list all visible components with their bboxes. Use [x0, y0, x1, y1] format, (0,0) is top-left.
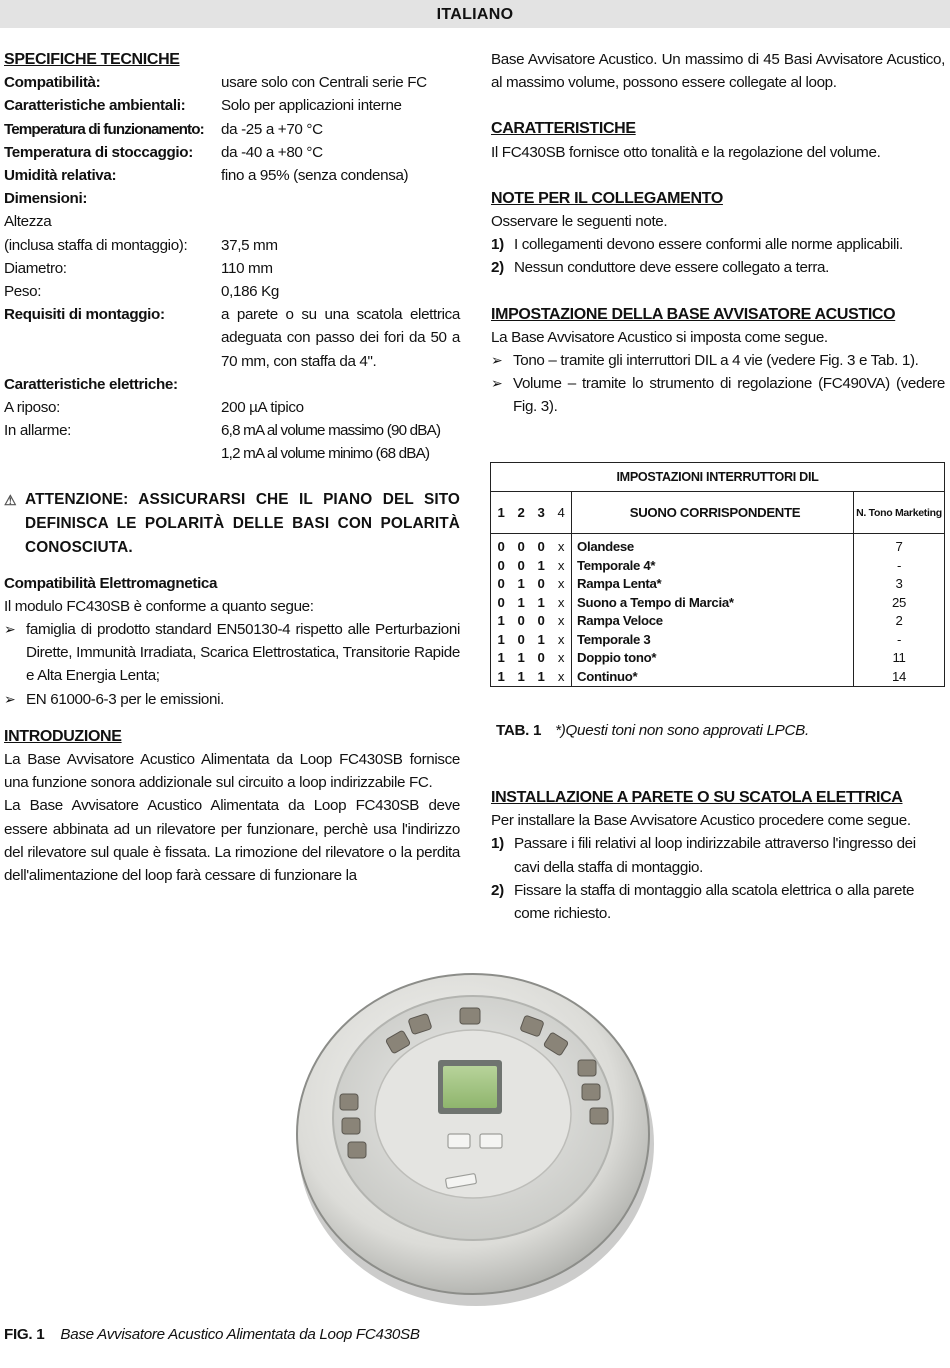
dil-sound-name: Rampa Veloce	[572, 612, 854, 631]
dil-sound-name: Rampa Lenta*	[572, 575, 854, 594]
install-title: INSTALLAZIONE A PARETE O SU SCATOLA ELETTRICA	[491, 789, 903, 806]
dil-table-row	[491, 668, 945, 687]
spec-label: Altezza	[4, 213, 52, 231]
wiring-note: 2) Nessun conduttore deve essere collegato a terra.	[491, 259, 829, 277]
spec-label: Dimensioni:	[4, 190, 88, 208]
spec-row	[4, 118, 460, 141]
dil-table-row	[491, 575, 945, 594]
dil-switch-value: x	[551, 649, 572, 668]
spec-row	[4, 442, 460, 465]
dil-table-row	[491, 594, 945, 613]
spec-value: 0,186 Kg	[221, 283, 280, 301]
emc-item: ➢ famiglia di prodotto standard EN50130-4 rispetto alle Perturbazioni Dirette, Immunità Irradiata, Scarica Elettrostatica, Transitorie Rapide e Alta Energia Lenta;	[4, 618, 460, 688]
spec-row	[4, 396, 460, 419]
dil-switch-value: 1	[537, 594, 545, 610]
dil-switch-value: 0	[537, 539, 545, 555]
setup-intro: La Base Avvisatore Acustico si imposta come segue.	[491, 328, 828, 346]
table-caption-text: *)Questi toni non sono approvati LPCB.	[555, 722, 809, 739]
features-title: CARATTERISTICHE	[491, 120, 636, 138]
intro-title: INTRODUZIONE	[4, 727, 122, 745]
dil-switch-value: 0	[537, 613, 545, 629]
spec-value	[221, 210, 460, 233]
wiring-note: 1) I collegamenti devono essere conformi alle norme applicabili.	[491, 236, 903, 254]
dil-switch-value: 0	[517, 631, 525, 647]
emc-item: ➢ EN 61000-6-3 per le emissioni.	[4, 688, 460, 711]
dil-tone-number: -	[896, 557, 902, 573]
spec-row	[4, 257, 460, 280]
spec-row	[4, 419, 460, 442]
warning-block	[4, 488, 460, 560]
spec-value: da -25 a +70 °C	[221, 120, 323, 138]
spec-row	[4, 303, 460, 373]
dil-switch-value: 1	[537, 631, 545, 647]
left-column	[4, 48, 460, 887]
spec-label: Umidità relativa:	[4, 167, 117, 185]
dil-tone-number: 3	[895, 576, 903, 592]
dil-tone-number: 11	[892, 650, 906, 666]
spec-label: In allarme:	[4, 422, 72, 440]
intro-paragraph-3: Base Avvisatore Acustico. Un massimo di 45 Basi Avvisatore Acustico, al massimo volume, possono essere collegate al loop.	[491, 51, 945, 92]
dil-switch-value: 1	[517, 576, 525, 592]
spec-label	[4, 442, 221, 465]
specs-title: SPECIFICHE TECNICHE	[4, 51, 180, 68]
spec-label: Caratteristiche ambientali:	[4, 97, 186, 115]
spec-row	[4, 234, 460, 257]
warning-text: ATTENZIONE: ASSICURARSI CHE IL PIANO DEL SITO DEFINISCA LE POLARITÀ DELLE BASI CON POLARITÀ CONOSCIUTA.	[25, 490, 460, 556]
dil-switch-value: 1	[517, 650, 525, 666]
spec-label: A riposo:	[4, 399, 60, 417]
spec-value: da -40 a +80 °C	[221, 143, 323, 161]
dil-switch-value: 0	[517, 557, 525, 573]
dil-switch-value: 1	[517, 668, 525, 684]
figure-caption-text: Base Avvisatore Acustico Alimentata da Loop FC430SB	[60, 1326, 420, 1343]
install-intro: Per installare la Base Avvisatore Acustico procedere come segue.	[491, 812, 911, 830]
spec-row	[4, 94, 460, 117]
dil-switch-value: x	[551, 668, 572, 687]
dil-switch-value: x	[551, 534, 572, 557]
spec-row	[4, 164, 460, 187]
spec-value: 37,5 mm	[221, 236, 278, 254]
dil-switch-value: x	[551, 557, 572, 576]
wiring-intro: Osservare le seguenti note.	[491, 213, 668, 231]
dil-switch-value: 1	[497, 668, 505, 684]
spec-value: usare solo con Centrali serie FC	[221, 74, 427, 92]
dil-tone-number: -	[896, 631, 902, 647]
wiring-title: NOTE PER IL COLLEGAMENTO	[491, 189, 723, 207]
dil-tone-number: 2	[895, 613, 903, 629]
dil-switch-value: 1	[537, 557, 545, 573]
spec-value: 200 µA tipico	[221, 399, 304, 417]
dil-sound-name: Continuo*	[572, 668, 854, 687]
spec-row	[4, 187, 460, 210]
spec-label: Requisiti di montaggio:	[4, 306, 165, 324]
dil-switch-value: x	[551, 612, 572, 631]
figure-caption	[4, 1326, 420, 1343]
spec-row	[4, 280, 460, 303]
dil-switch-value: x	[551, 594, 572, 613]
install-step: 2) Fissare la staffa di montaggio alla scatola elettrica o alla parete come richiesto.	[491, 881, 915, 923]
intro-paragraph-2: La Base Avvisatore Acustico Alimentata da Loop FC430SB deve essere abbinata ad un rilevatore per funzionare, perchè usa l'indirizzo del rilevatore sul quale è fissata. La rimozione del rilevatore o la perdita dell'alimentazione del loop farà cessare di funzionare la	[4, 797, 460, 885]
spec-label: Compatibilità:	[4, 74, 101, 92]
spec-value: 110 mm	[221, 259, 273, 277]
arrow-bullet-icon: ➢	[4, 621, 16, 638]
dil-table-row	[491, 534, 945, 557]
arrow-bullet-icon: ➢	[491, 375, 503, 392]
install-section	[491, 786, 945, 925]
dil-table-row	[491, 649, 945, 668]
intro-paragraph-1: La Base Avvisatore Acustico Alimentata da Loop FC430SB fornisce una funzione sonora addizionale sul circuito a loop indirizzabile FC.	[4, 751, 460, 792]
setup-item: ➢ Volume – tramite lo strumento di regolazione (FC490VA) (vedere Fig. 3).	[491, 372, 945, 418]
spec-row	[4, 210, 460, 233]
sounder-base-photo	[290, 948, 660, 1313]
dil-switch-value: 1	[497, 631, 505, 647]
setup-item: ➢ Tono – tramite gli interruttori DIL a 4 vie (vedere Fig. 3 e Tab. 1).	[491, 349, 945, 372]
dil-switch-value: x	[551, 631, 572, 650]
dil-switch-value: x	[551, 575, 572, 594]
dil-switch-value: 0	[497, 576, 505, 592]
dil-sound-name: Doppio tono*	[572, 649, 854, 668]
emc-title: Compatibilità Elettromagnetica	[4, 574, 218, 592]
spec-value: Solo per applicazioni interne	[221, 97, 402, 115]
dil-switch-value: 1	[517, 594, 525, 610]
spec-value: 1,2 mA al volume minimo (68 dBA)	[221, 445, 430, 463]
dil-sound-name: Temporale 4*	[572, 557, 854, 576]
dil-switch-value: 0	[517, 613, 525, 629]
spec-value: fino a 95% (senza condensa)	[221, 167, 409, 185]
arrow-bullet-icon: ➢	[491, 352, 503, 369]
spec-value	[221, 373, 460, 396]
dil-switch-value: 1	[497, 613, 505, 629]
dil-sound-name: Temporale 3	[572, 631, 854, 650]
spec-row	[4, 373, 460, 396]
warning-triangle-icon: ⚠	[4, 491, 17, 508]
arrow-bullet-icon: ➢	[4, 690, 16, 707]
table-caption	[496, 722, 809, 739]
dil-switch-value: 1	[537, 668, 545, 684]
dil-tone-number: 14	[891, 668, 907, 684]
setup-title: IMPOSTAZIONE DELLA BASE AVVISATORE ACUSTICO	[491, 305, 896, 323]
spec-label: Peso:	[4, 283, 42, 301]
install-step: 1) Passare i fili relativi al loop indirizzabile attraverso l'ingresso dei cavi della staffa di montaggio.	[491, 835, 916, 876]
dil-table-row	[491, 631, 945, 650]
dil-switch-value: 0	[537, 650, 545, 666]
spec-value: a parete o su una scatola elettrica adeguata con passo dei fori da 50 a 70 mm, con staffa da 4".	[221, 306, 460, 370]
dil-switch-value: 0	[517, 539, 525, 555]
right-column	[491, 48, 945, 419]
dil-sound-name: Suono a Tempo di Marcia*	[572, 594, 854, 613]
dil-sound-name: Olandese	[572, 534, 854, 557]
dil-table-row	[491, 557, 945, 576]
dil-table-row	[491, 612, 945, 631]
dil-switch-value: 0	[497, 594, 505, 610]
spec-label: Caratteristiche elettriche:	[4, 375, 178, 393]
spec-label: (inclusa staffa di montaggio):	[4, 236, 188, 254]
spec-row	[4, 71, 460, 94]
spec-label: Temperatura di funzionamento:	[4, 120, 204, 138]
dil-switch-value: 0	[497, 539, 505, 555]
emc-intro: Il modulo FC430SB è conforme a quanto segue:	[4, 597, 314, 615]
dil-tone-number: 7	[895, 539, 903, 555]
dil-table-header: 1 2 3 4 SUONO CORRISPONDENTE N. Tono Marketing	[491, 492, 945, 534]
dil-switch-value: 0	[497, 557, 505, 573]
spec-label: Temperatura di stoccaggio:	[4, 143, 193, 161]
figure-caption-label: FIG. 1	[4, 1326, 45, 1343]
dil-switch-value: 1	[497, 650, 505, 666]
spec-value: 6,8 mA al volume massimo (90 dBA)	[221, 422, 441, 440]
dil-switch-value: 0	[537, 576, 545, 592]
specs-list	[4, 71, 460, 465]
dil-switch-table	[490, 462, 945, 687]
spec-value	[221, 187, 460, 210]
dil-tone-number: 25	[891, 594, 907, 610]
dil-table-title: IMPOSTAZIONI INTERRUTTORI DIL	[491, 463, 945, 492]
features-text: Il FC430SB fornisce otto tonalità e la regolazione del volume.	[491, 143, 881, 161]
spec-label: Diametro:	[4, 259, 67, 277]
spec-row	[4, 141, 460, 164]
table-caption-label: TAB. 1	[496, 722, 542, 739]
language-header: ITALIANO	[0, 0, 950, 28]
